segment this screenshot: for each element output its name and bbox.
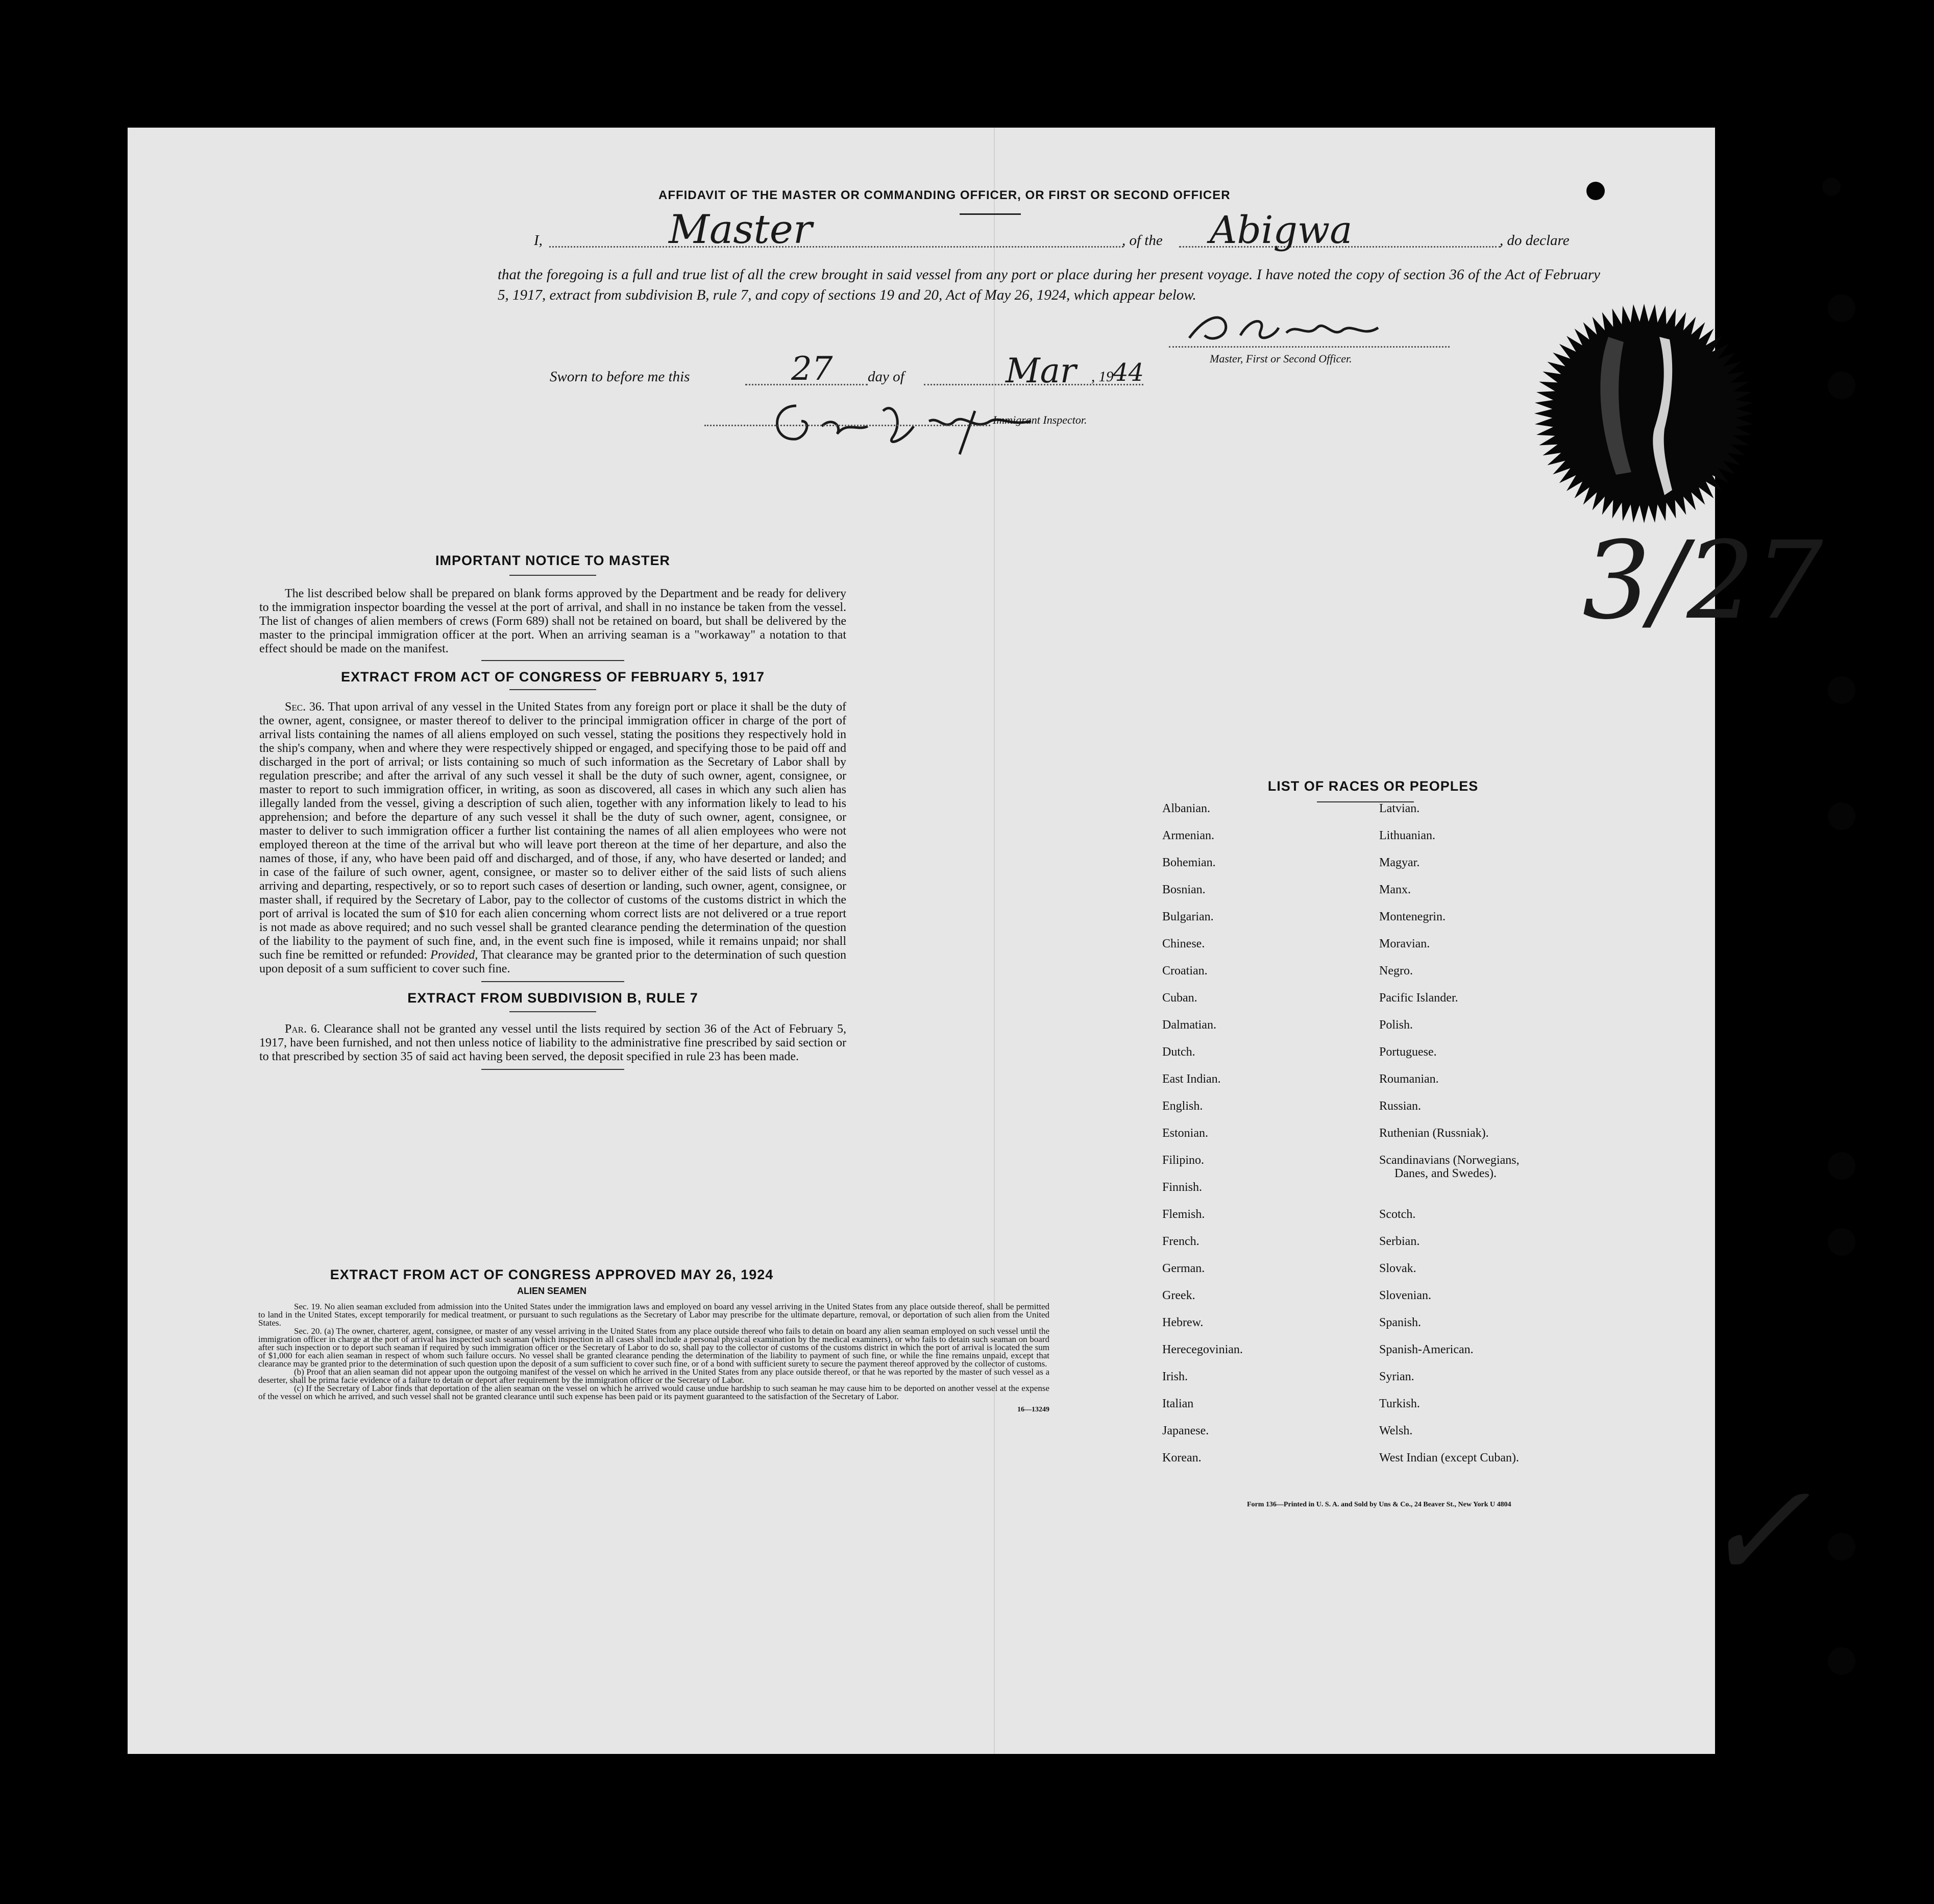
rule (481, 981, 624, 982)
race-item: Spanish. (1379, 1316, 1422, 1329)
race-item: Slovak. (1379, 1262, 1416, 1275)
rule (509, 1011, 596, 1012)
race-item: Croatian. (1162, 964, 1208, 978)
punch-hole (1828, 802, 1855, 830)
inspector-label: Immigrant Inspector. (993, 413, 1087, 426)
race-item: Serbian. (1379, 1235, 1420, 1248)
handwritten-name: Master (669, 207, 813, 253)
i-label: I, (534, 232, 543, 249)
handwritten-vessel: Abigwa (1210, 208, 1353, 252)
race-item: Flemish. (1162, 1208, 1205, 1221)
sec-36-text: That upon arrival of any vessel in the United States from any foreign port or place it shall be the duty of the owner, agent, consignee, or master thereof to deliver to the principal immigration officer in charge of the port of arrival lists containing the names of all aliens employed on such vessel, stating the positions they respectively hold in the ship's company, when and where they were respectively shipped or engaged, and specifying those to be paid off and discharged in the port of arrival; or lists containing so much of such information as the Secretary of Labor shall by regulation prescribe; and after the arrival of any such vessel it shall be the duty of such owner, agent, consignee, or master to report to such immigration officer, in writing, as soon as discovered, all cases in which any such alien has illegally landed from the vessel, giving a description of such alien, together with any information likely to lead to his apprehension; and before the departure of any such vessel it shall be the duty of such owner, agent, consignee, or master to deliver to such immigration officer a further list containing the names of all alien employees who were not employed thereon at the time of the arrival but who will leave port thereon at the time of her departure, and also the names of those, if any, who have been paid off and discharged, and of those, if any, who have deserted or landed; and in case of the failure of such owner, agent, consignee, or master so to deliver either of the said lists of such aliens arriving and departing, respectively, or so to report such cases of desertion or landing, such owner, agent, consignee, or master shall, if required by the Secretary of Labor, pay to the collector of customs of the customs district in which the port of arrival is located the sum of $10 for each alien concerning whom correct lists are not delivered or a true report is not made as above required; and no such vessel shall be granted clearance pending the determination of the question of the liability to the payment of such fine, and, in the event such fine is imposed, while it remains unpaid; nor shall such fine be remitted or refunded: (259, 700, 846, 962)
punch-hole (1822, 178, 1841, 196)
race-item: Danes, and Swedes). (1394, 1167, 1497, 1180)
sec-20c-text: (c) If the Secretary of Labor finds that deportation of the alien seaman on the vessel on which he arrived would cause undue hardship to such seaman he may cause him to be deported on another vessel at the expense of the vessel on which he arrived, and such vessel shall not be granted clearance until such expense has been paid or its payment guaranteed to the satisfaction of the Secretary of Labor. (258, 1383, 1049, 1401)
race-item: Bulgarian. (1162, 910, 1214, 923)
punch-hole (1828, 1228, 1855, 1256)
race-item: Estonian. (1162, 1127, 1208, 1140)
race-item: Greek. (1162, 1289, 1195, 1302)
act-1924-title: EXTRACT FROM ACT OF CONGRESS APPROVED MAY 26, 1924 (330, 1267, 774, 1282)
race-item: Roumanian. (1379, 1072, 1439, 1086)
rule-7-body (259, 1022, 846, 1064)
sec-19-text: Sec. 19. No alien seaman excluded from admission into the United States under the immigration laws and employed on board any vessel arriving in the United States from any place outside thereof, shall be permitted to land in the United States, except temporarily for medical treatment, or pursuant to such regulations as the Secretary of Labor may prescribe for the ultimate departure, removal, or deportation of such alien from the United States. (258, 1302, 1049, 1328)
act-1924-subtitle: ALIEN SEAMEN (517, 1286, 586, 1296)
signature-line (1169, 346, 1450, 348)
race-item: Moravian. (1379, 937, 1430, 950)
punch-hole (1586, 182, 1605, 200)
sec-36-tail: That clearance may be granted prior to the determination of such question upon deposit of a sum sufficient to cover such fine. (259, 948, 847, 975)
of-the-label: , of the (1122, 232, 1163, 249)
race-item: French. (1162, 1235, 1199, 1248)
race-item: Korean. (1162, 1451, 1202, 1464)
title-rule (960, 213, 1021, 215)
race-item: Manx. (1379, 883, 1411, 896)
race-item: German. (1162, 1262, 1205, 1275)
race-item: Polish. (1379, 1018, 1413, 1032)
race-item: Dalmatian. (1162, 1018, 1216, 1032)
act-1924-section (258, 1267, 1049, 1414)
race-item: Armenian. (1162, 829, 1214, 842)
race-item: Japanese. (1162, 1424, 1209, 1437)
handwritten-month: Mar (1006, 351, 1076, 390)
declare-label: , do declare (1500, 232, 1570, 249)
race-item: Bosnian. (1162, 883, 1206, 896)
center-fold (994, 128, 995, 1754)
sec-36-label: Sec. 36. (285, 700, 325, 714)
punch-hole (1828, 1533, 1855, 1560)
race-item: Chinese. (1162, 937, 1205, 950)
notice-body: The list described below shall be prepared on blank forms approved by the Department and be ready for delivery to the immigration inspector boarding the vessel at the port of arrival, and shall in no instance be taken from the vessel. The list of changes of alien members of crews (Form 689) shall not be retained on board, but shall be delivered by the master to the principal immigration officer at the port. When an arriving seaman is a "workaway" a notation to that effect should be made on the manifest. (259, 587, 846, 655)
affidavit-body: that the foregoing is a full and true list of all the crew brought in said vessel from any port or place during her present voyage. I have noted the copy of section 36 of the Act of February 5, 1917, extract from subdivision B, rule 7, and copy of sections 19 and 20, Act of May 26, 1924, which appear below. (498, 266, 1600, 303)
sec-20a-text: Sec. 20. (a) The owner, charterer, agent, consignee, or master of any vessel arriving in the United States from any place outside thereof who fails to detain on board any alien seaman employed on such vessel until the immigration officer in charge at the port of arrival has inspected such seaman (which inspection in all cases shall include a personal physical examination by the medical examiners), or who fails to detain such seaman on board after such inspection or to deport such seaman if required by such immigration officer or the Secretary of Labor to do so, shall pay to the collector of customs of the customs district in which the port of arrival is located the sum of $1,000 for each alien seaman in respect of whom such failure occurs. No vessel shall be granted clearance pending the determination of the liability to payment of such fine, or while the fine remains unpaid, except that clearance may be granted prior to the determination of such question upon the deposit of a sum sufficient to cover such fine, or of a bond with sufficient surety to secure the payment thereof approved by the collector of customs. (258, 1326, 1049, 1369)
race-item: Turkish. (1379, 1397, 1420, 1410)
race-item: Bohemian. (1162, 856, 1216, 869)
notice-title: IMPORTANT NOTICE TO MASTER (435, 553, 670, 568)
race-item: Italian (1162, 1397, 1194, 1410)
sec-20b-text: (b) Proof that an alien seaman did not appear upon the outgoing manifest of the vessel on which he arrived in the United States from any place outside thereof, or that he was reported by the master of such vessel as a deserter, shall be prima facie evidence of a failure to detain or deport after requirement by the immigration officer or the Secretary of Labor. (258, 1367, 1049, 1385)
race-item: Filipino. (1162, 1154, 1205, 1167)
race-item: Portuguese. (1379, 1045, 1437, 1059)
race-item: Ruthenian (Russniak). (1379, 1127, 1489, 1140)
form-printer-note: Form 136—Printed in U. S. A. and Sold by Uns & Co., 24 Beaver St., New York U 4804 (1247, 1501, 1511, 1508)
handwritten-year: 44 (1113, 358, 1144, 387)
race-item: Welsh. (1379, 1424, 1413, 1437)
race-item: Finnish. (1162, 1181, 1203, 1194)
race-item: Russian. (1379, 1100, 1422, 1113)
races-left-column (1162, 802, 1382, 1479)
race-item: Montenegrin. (1379, 910, 1446, 923)
proviso: Provided, (430, 948, 478, 962)
races-title: LIST OF RACES OR PEOPLES (1267, 778, 1479, 794)
rule (481, 660, 624, 661)
race-item: Hebrew. (1162, 1316, 1204, 1329)
punch-hole (1828, 372, 1855, 399)
race-item: West Indian (except Cuban). (1379, 1451, 1519, 1464)
race-item: Magyar. (1379, 856, 1420, 869)
race-item: Slovenian. (1379, 1289, 1431, 1302)
par-6-text: Clearance shall not be granted any vessel until the lists required by section 36 of the Act of February 5, 1917, have been furnished, and not then unless notice of liability to the administrative fine prescribed by said section or to that prescribed by section 35 of said act having been served, the deposit specified in rule 23 has been made. (259, 1022, 847, 1063)
race-item: Syrian. (1379, 1370, 1414, 1383)
punch-hole (1828, 295, 1855, 322)
rule-7-title: EXTRACT FROM SUBDIVISION B, RULE 7 (407, 990, 698, 1006)
race-item: English. (1162, 1100, 1203, 1113)
affidavit-title: AFFIDAVIT OF THE MASTER OR COMMANDING OFFICER, OR FIRST OR SECOND OFFICER (658, 188, 1231, 202)
notice-section (259, 554, 846, 1070)
signature-label: Master, First or Second Officer. (1210, 352, 1352, 365)
race-item: Albanian. (1162, 802, 1210, 815)
race-item: Latvian. (1379, 802, 1420, 815)
punch-hole (1828, 1152, 1855, 1180)
race-item: Pacific Islander. (1379, 991, 1458, 1005)
race-item: Herecegovinian. (1162, 1343, 1243, 1356)
race-item: Scotch. (1379, 1208, 1416, 1221)
embossed-seal (1529, 299, 1759, 528)
day-of-label: day of (868, 369, 904, 385)
rule (509, 689, 596, 690)
race-item: Spanish-American. (1379, 1343, 1474, 1356)
rule (481, 1069, 624, 1070)
handwritten-day: 27 (791, 350, 833, 388)
document-page (128, 128, 1823, 1754)
check-mark: ✓ (1700, 1455, 1811, 1609)
races-right-column (1379, 802, 1599, 1479)
act-1917-body (259, 700, 846, 976)
inspector-line (704, 425, 990, 426)
sworn-label: Sworn to before me this (550, 369, 690, 385)
race-item: Scandinavians (Norwegians, (1379, 1154, 1520, 1167)
par-6-label: Par. 6. (285, 1022, 320, 1036)
race-item: Negro. (1379, 964, 1413, 978)
year-prefix: , 19 (1091, 369, 1114, 385)
rule (509, 575, 596, 576)
act-1917-title: EXTRACT FROM ACT OF CONGRESS OF FEBRUARY 5, 1917 (340, 669, 765, 685)
race-item: East Indian. (1162, 1072, 1221, 1086)
handwritten-number: 3/27 (1582, 518, 1823, 643)
form-code: 16—13249 (1017, 1406, 1049, 1413)
punch-hole (1828, 676, 1855, 704)
race-item: Irish. (1162, 1370, 1188, 1383)
name-line (549, 246, 1123, 248)
punch-hole (1828, 1647, 1855, 1675)
race-item: Cuban. (1162, 991, 1197, 1005)
race-item: Dutch. (1162, 1045, 1195, 1059)
race-item: Lithuanian. (1379, 829, 1435, 842)
